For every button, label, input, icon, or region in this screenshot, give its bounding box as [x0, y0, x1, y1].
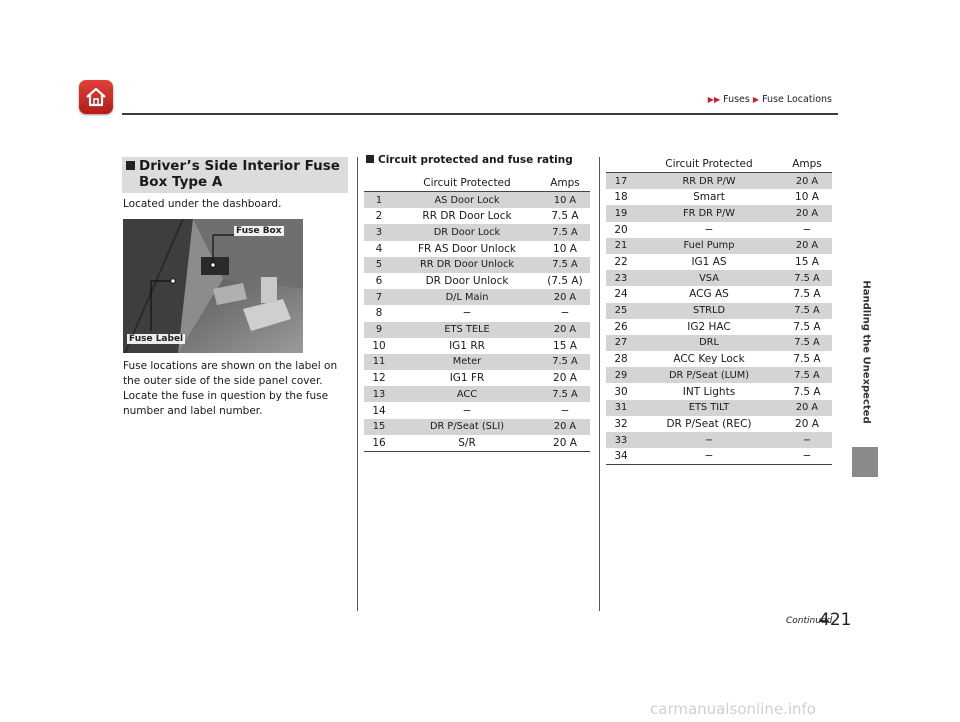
- fuse-number: 11: [372, 356, 386, 368]
- fuse-number: 26: [614, 320, 628, 333]
- amp-rating: 20 A: [553, 372, 577, 385]
- table-row: [606, 367, 832, 383]
- circuit-name: Fuel Pump: [683, 240, 735, 252]
- circuit-name: −: [704, 450, 714, 463]
- table-row: [606, 270, 832, 286]
- fuse-table-right: [606, 156, 832, 465]
- amp-rating: 7.5 A: [552, 388, 578, 400]
- circuit-name: DRL: [699, 337, 719, 349]
- fuse-table-left: [364, 175, 590, 452]
- circuit-name: ACG AS: [689, 288, 729, 301]
- circuit-name: IG1 AS: [691, 256, 727, 269]
- table-header-row: [364, 175, 590, 192]
- breadcrumb-arrow-icon: ▶▶: [707, 95, 721, 104]
- home-button[interactable]: [79, 80, 113, 114]
- amp-rating: 7.5 A: [552, 259, 578, 271]
- fuse-label-label: Fuse Label: [129, 334, 184, 344]
- table-row: [364, 241, 590, 257]
- table-row: [606, 173, 832, 189]
- fuse-number: 33: [614, 434, 628, 446]
- table-row: [606, 222, 832, 238]
- fuse-number: 23: [614, 272, 628, 284]
- fuse-number: 30: [614, 385, 628, 398]
- table-row: [606, 286, 832, 302]
- table-row: [606, 319, 832, 335]
- circuit-name: INT Lights: [682, 385, 736, 398]
- table-row: [606, 432, 832, 448]
- amp-rating: 7.5 A: [793, 353, 821, 366]
- table-row: [606, 383, 832, 399]
- circuit-name: −: [704, 223, 714, 236]
- fuse-number: 9: [375, 324, 383, 336]
- circuit-name: FR DR P/W: [683, 207, 735, 219]
- fuse-number: 29: [614, 369, 628, 381]
- amp-rating: 7.5 A: [552, 226, 578, 238]
- circuit-name: RR DR P/W: [682, 175, 736, 187]
- circuit-name: S/R: [458, 436, 476, 449]
- amp-rating: 20 A: [553, 324, 577, 336]
- fuse-number: 6: [375, 275, 383, 288]
- amp-rating: 20 A: [795, 402, 819, 414]
- fuse-number: 31: [614, 402, 628, 414]
- amp-rating: −: [560, 307, 570, 320]
- amp-rating: 7.5 A: [793, 385, 821, 398]
- amp-rating: 7.5 A: [793, 320, 821, 333]
- column-header-circuit: Circuit Protected: [665, 158, 753, 170]
- table-row: [606, 335, 832, 351]
- table-row: [364, 370, 590, 386]
- table-row: [364, 305, 590, 321]
- table-row: [364, 289, 590, 305]
- amp-rating: −: [560, 404, 570, 417]
- table-heading-text: Circuit protected and fuse rating: [378, 154, 573, 166]
- amp-rating: 10 A: [795, 191, 819, 204]
- fuse-number: 13: [372, 388, 386, 400]
- amp-rating: 7.5 A: [551, 210, 579, 223]
- fuse-number: 17: [614, 175, 628, 187]
- fuse-box-label: Fuse Box: [236, 226, 282, 236]
- page-number: 421: [819, 610, 852, 630]
- table-row: [364, 257, 590, 273]
- circuit-name: DR P/Seat (SLI): [429, 421, 505, 433]
- circuit-name: STRLD: [692, 305, 725, 317]
- table-row: [606, 416, 832, 432]
- circuit-name: RR DR Door Lock: [422, 210, 512, 223]
- home-icon: [84, 85, 108, 109]
- header-rule: [122, 113, 838, 115]
- table-row: [364, 338, 590, 354]
- table-heading: [366, 154, 573, 166]
- amp-rating: −: [802, 434, 812, 446]
- table-row: [364, 419, 590, 435]
- fuse-number: 22: [614, 256, 628, 269]
- amp-rating: 10 A: [553, 194, 577, 206]
- column-header-amps: Amps: [550, 177, 580, 189]
- circuit-name: DR P/Seat (LUM): [668, 369, 750, 381]
- amp-rating: 7.5 A: [552, 356, 578, 368]
- amp-rating: −: [802, 450, 812, 463]
- column-header-amps: Amps: [792, 158, 822, 170]
- circuit-name: −: [462, 307, 472, 320]
- table-row: [606, 448, 832, 464]
- fuse-number: 24: [614, 288, 628, 301]
- circuit-name: VSA: [699, 272, 719, 284]
- amp-rating: 20 A: [795, 417, 819, 430]
- table-row: [364, 208, 590, 224]
- amp-rating: 20 A: [795, 240, 819, 252]
- circuit-name: IG1 RR: [449, 339, 485, 352]
- circuit-name: FR AS Door Unlock: [418, 242, 516, 255]
- circuit-name: IG2 HAC: [687, 320, 731, 333]
- circuit-name: −: [704, 434, 714, 446]
- table-row: [606, 351, 832, 367]
- fuse-number: 10: [372, 339, 386, 352]
- fuse-number: 21: [614, 240, 628, 252]
- watermark: carmanualsonline.info: [650, 700, 816, 718]
- fuse-number: 34: [614, 450, 628, 463]
- amp-rating: 20 A: [553, 291, 577, 303]
- table-row: [364, 322, 590, 338]
- amp-rating: 15 A: [795, 256, 819, 269]
- table-row: [606, 400, 832, 416]
- amp-rating: 7.5 A: [793, 288, 821, 301]
- breadcrumb: [708, 94, 832, 105]
- fuse-number: 18: [614, 191, 628, 204]
- amp-rating: (7.5 A): [547, 275, 583, 288]
- circuit-name: ACC: [456, 388, 478, 400]
- fuse-number: 19: [614, 207, 628, 219]
- amp-rating: 10 A: [553, 242, 577, 255]
- location-text: Located under the dashboard.: [123, 198, 282, 210]
- fuse-number: 7: [375, 291, 383, 303]
- table-row: [606, 205, 832, 221]
- fuse-number: 8: [375, 307, 383, 320]
- fuse-number: 32: [614, 417, 628, 430]
- table-row: [606, 238, 832, 254]
- table-header-row: [606, 156, 832, 173]
- breadcrumb-item-fuses[interactable]: Fuses: [723, 94, 750, 105]
- circuit-name: Smart: [693, 191, 725, 204]
- circuit-name: RR DR Door Unlock: [419, 259, 515, 271]
- amp-rating: 15 A: [553, 339, 577, 352]
- fuse-number: 4: [375, 242, 383, 255]
- table-row: [364, 273, 590, 289]
- table-row: [364, 354, 590, 370]
- section-title: Driver’s Side Interior Fuse Box Type A: [139, 158, 340, 190]
- table-row: [364, 435, 590, 451]
- circuit-name: ACC Key Lock: [673, 353, 745, 366]
- amp-rating: 20 A: [553, 421, 577, 433]
- section-heading: [122, 157, 348, 193]
- side-tab-label: Handling the Unexpected: [860, 280, 872, 424]
- table-row: [606, 254, 832, 270]
- table-row: [606, 189, 832, 205]
- table-row: [364, 224, 590, 240]
- circuit-name: AS Door Lock: [434, 194, 500, 206]
- column-divider: [357, 157, 358, 611]
- amp-rating: 7.5 A: [794, 337, 820, 349]
- fuse-number: 2: [375, 210, 383, 223]
- amp-rating: 20 A: [795, 207, 819, 219]
- circuit-name: D/L Main: [445, 291, 489, 303]
- fuse-number: 5: [375, 259, 383, 271]
- fuse-number: 27: [614, 337, 628, 349]
- table-row: [364, 402, 590, 418]
- amp-rating: 20 A: [553, 436, 577, 449]
- fuse-box-photo: [123, 219, 303, 353]
- fuse-number: 14: [372, 404, 386, 417]
- table-row: [364, 386, 590, 402]
- breadcrumb-arrow-icon: ▶: [752, 95, 760, 104]
- fuse-number: 12: [372, 372, 386, 385]
- table-row: [606, 303, 832, 319]
- fuse-number: 16: [372, 436, 386, 449]
- description-text: Fuse locations are shown on the label on the outer side of the side panel cover. Locate the fuse in question by the fuse number and label number.: [123, 360, 338, 417]
- circuit-name: ETS TILT: [688, 402, 730, 414]
- amp-rating: 20 A: [795, 175, 819, 187]
- circuit-name: DR Door Lock: [433, 226, 501, 238]
- continued-label: Continued: [786, 616, 833, 626]
- heading-square-icon: [126, 161, 135, 170]
- circuit-name: ETS TELE: [444, 324, 490, 336]
- circuit-name: IG1 FR: [449, 372, 485, 385]
- dashboard-illustration: [123, 219, 303, 353]
- circuit-name: DR Door Unlock: [425, 275, 509, 288]
- column-divider: [599, 157, 600, 611]
- amp-rating: 7.5 A: [794, 305, 820, 317]
- breadcrumb-item-fuse-locations[interactable]: Fuse Locations: [762, 94, 832, 105]
- circuit-name: Meter: [452, 356, 482, 368]
- fuse-number: 25: [614, 305, 628, 317]
- amp-rating: −: [802, 223, 812, 236]
- amp-rating: 7.5 A: [794, 369, 820, 381]
- fuse-number: 1: [375, 194, 383, 206]
- circuit-name: −: [462, 404, 472, 417]
- fuse-number: 3: [375, 226, 383, 238]
- column-header-circuit: Circuit Protected: [423, 177, 511, 189]
- fuse-number: 20: [614, 223, 628, 236]
- fuse-number: 15: [372, 421, 386, 433]
- circuit-name: DR P/Seat (REC): [666, 417, 752, 430]
- fuse-number: 28: [614, 353, 628, 366]
- heading-square-icon: [366, 155, 374, 163]
- amp-rating: 7.5 A: [794, 272, 820, 284]
- side-tab-marker[interactable]: [852, 447, 878, 477]
- table-row: [364, 192, 590, 208]
